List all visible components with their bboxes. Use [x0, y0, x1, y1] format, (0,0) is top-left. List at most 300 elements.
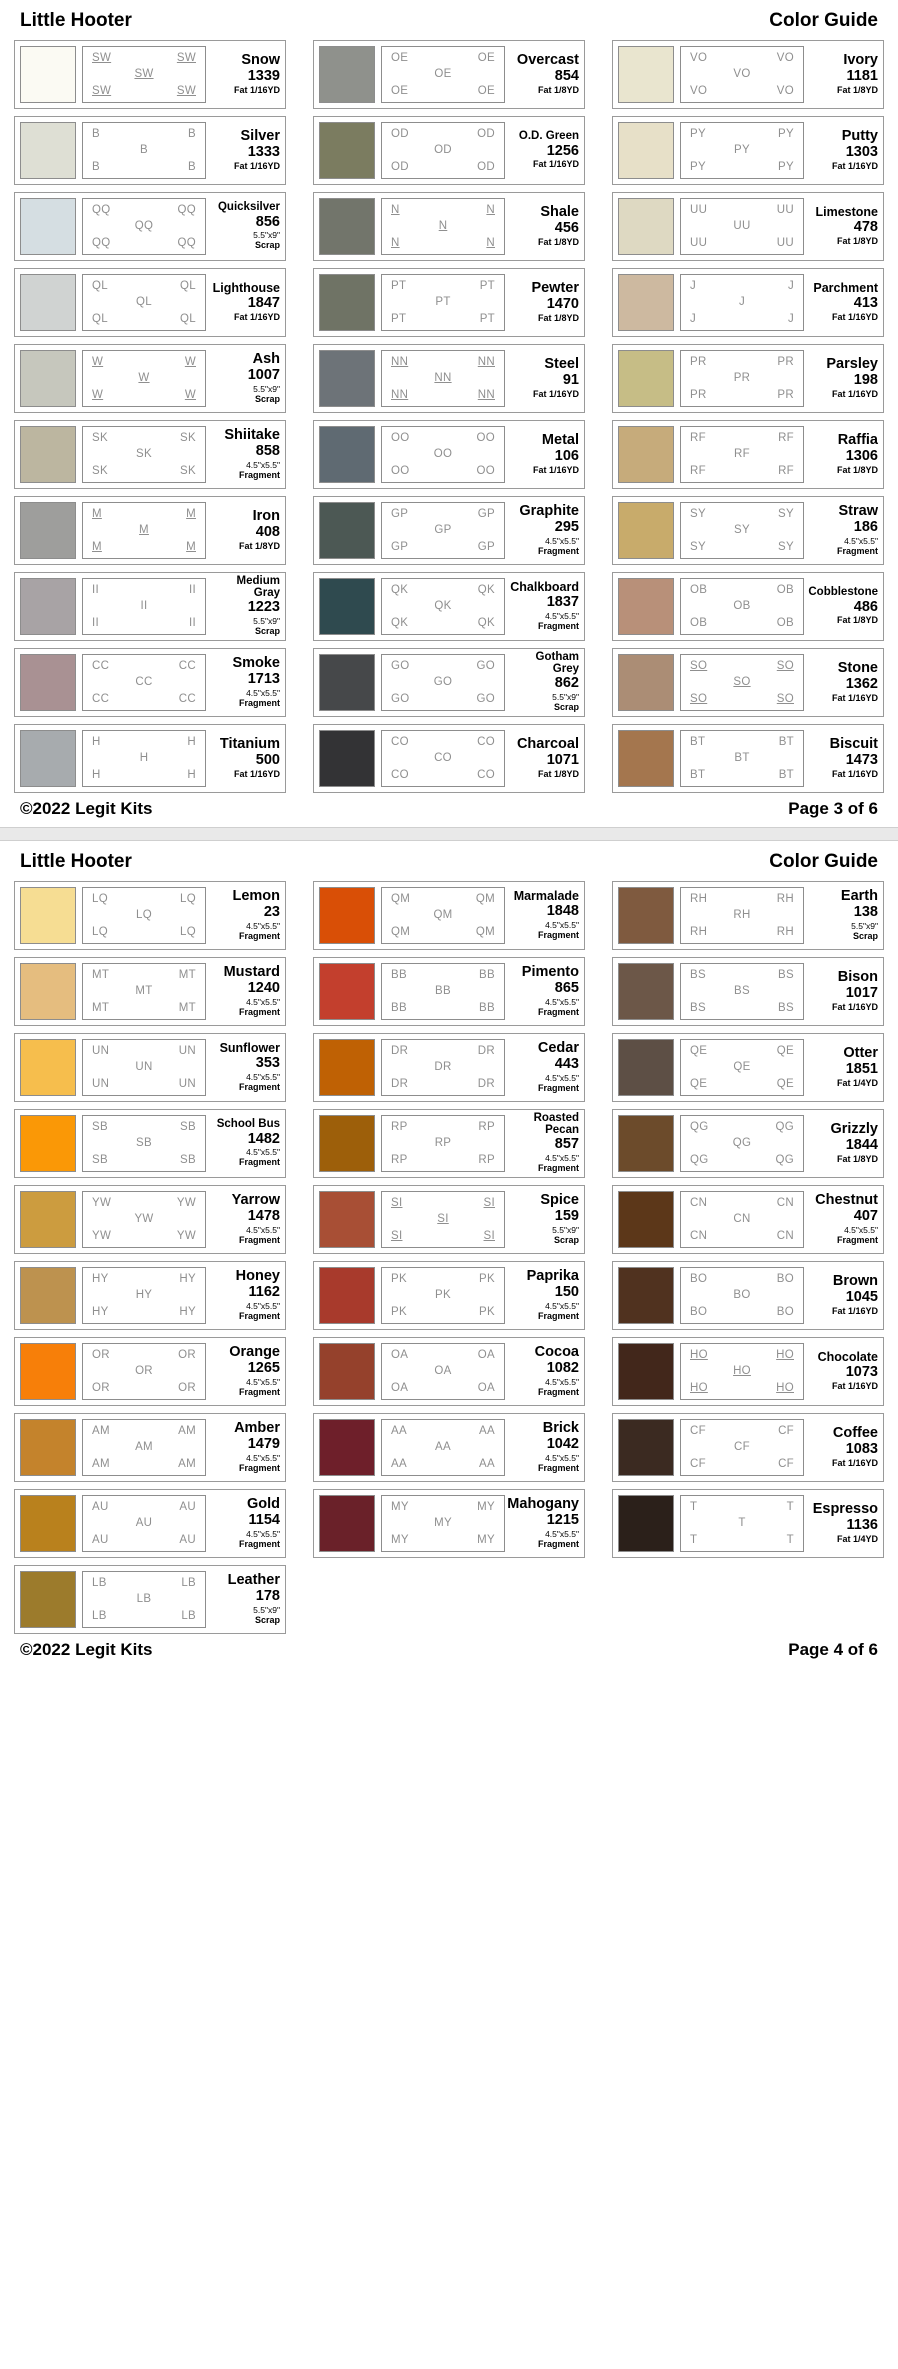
letter-row: BO	[733, 1289, 751, 1302]
letter-row: SB	[136, 1137, 152, 1150]
color-card	[14, 648, 286, 717]
color-meta	[804, 1419, 878, 1476]
letter-row: J J	[690, 280, 794, 293]
letter-row: RF	[734, 448, 750, 461]
guide-page	[0, 0, 898, 827]
letter-row: NN NN	[391, 388, 495, 401]
color-swatch	[20, 1267, 76, 1324]
cut-type: Fat 1/8YD	[836, 1153, 878, 1164]
color-card	[14, 1109, 286, 1178]
page-number: Page 3 of 6	[788, 799, 878, 818]
color-card	[612, 1109, 884, 1178]
color-swatch	[319, 1191, 375, 1248]
fabric-letter-grid	[82, 1419, 206, 1476]
color-swatch	[618, 963, 674, 1020]
cut-type: Fat 1/8YD	[537, 84, 579, 95]
letter-row: SY SY	[690, 540, 794, 553]
color-code: 106	[554, 448, 579, 465]
letter-row: AM AM	[92, 1425, 196, 1438]
letter-row: GP GP	[391, 508, 495, 521]
cut-size: 4.5"x5.5"	[545, 1376, 579, 1387]
cut-type: Fragment	[238, 930, 280, 941]
letter-row: PT PT	[391, 280, 495, 293]
letter-row: T T	[690, 1501, 794, 1514]
cut-type: Fat 1/8YD	[537, 768, 579, 779]
color-meta	[206, 1039, 280, 1096]
color-card	[14, 496, 286, 565]
letter-row: OA OA	[391, 1381, 495, 1394]
color-swatch	[319, 887, 375, 944]
cut-type: Fragment	[537, 929, 579, 940]
letter-row: RH	[733, 909, 751, 922]
letter-row: II II	[92, 584, 196, 597]
fabric-letter-grid	[680, 1039, 804, 1096]
letter-row: QL QL	[92, 280, 196, 293]
color-card	[14, 1337, 286, 1406]
letter-row: BT BT	[690, 768, 794, 781]
letter-row: OA OA	[391, 1349, 495, 1362]
fabric-letter-grid	[680, 654, 804, 711]
fabric-letter-grid	[381, 350, 505, 407]
letter-row: QK	[434, 600, 452, 613]
cut-type: Fragment	[238, 469, 280, 480]
fabric-letter-grid	[381, 426, 505, 483]
fabric-letter-grid	[381, 654, 505, 711]
cut-type: Scrap	[553, 702, 579, 713]
letter-row: BT BT	[690, 736, 794, 749]
letter-row: CO	[434, 752, 452, 765]
letter-row: QK QK	[391, 616, 495, 629]
color-meta	[804, 963, 878, 1020]
color-meta	[804, 887, 878, 944]
color-card	[313, 116, 585, 185]
letter-row: CF	[734, 1441, 750, 1454]
letter-row: LB	[136, 1593, 152, 1606]
fabric-letter-grid	[680, 46, 804, 103]
color-card	[14, 268, 286, 337]
letter-row: BS BS	[690, 969, 794, 982]
letter-row: N N	[391, 204, 495, 217]
fabric-letter-grid	[82, 1115, 206, 1172]
letter-row: J	[738, 296, 746, 309]
cut-type: Fragment	[836, 1234, 878, 1245]
cut-size: 4.5"x5.5"	[246, 920, 280, 931]
cut-size: 4.5"x5.5"	[844, 535, 878, 546]
letter-row: UN UN	[92, 1045, 196, 1058]
color-name: Bison	[837, 969, 878, 986]
color-name: School Bus	[216, 1117, 280, 1130]
color-card	[14, 1033, 286, 1102]
letter-row: CC CC	[92, 660, 196, 673]
letter-row: OB	[733, 600, 751, 613]
fabric-letter-grid	[82, 1191, 206, 1248]
color-name: Silver	[240, 128, 280, 145]
color-name: Quicksilver	[217, 200, 280, 213]
color-code: 857	[554, 1136, 579, 1153]
color-card	[313, 1185, 585, 1254]
fabric-letter-grid	[680, 1343, 804, 1400]
cut-type: Fragment	[537, 1163, 579, 1174]
color-swatch	[20, 1039, 76, 1096]
page-number: Page 4 of 6	[788, 1640, 878, 1659]
cut-size: 4.5"x5.5"	[545, 996, 579, 1007]
color-code: 1848	[546, 903, 579, 920]
color-card	[313, 957, 585, 1026]
cut-size: 4.5"x5.5"	[545, 1528, 579, 1539]
color-swatch	[618, 730, 674, 787]
letter-row: YW YW	[92, 1229, 196, 1242]
letter-row: HO	[733, 1365, 751, 1378]
color-code: 1844	[845, 1137, 878, 1154]
letter-row: SK	[136, 448, 152, 461]
color-swatch	[618, 1495, 674, 1552]
cut-type: Fat 1/16YD	[233, 311, 280, 322]
letter-row: CC CC	[92, 692, 196, 705]
color-meta	[505, 578, 579, 635]
letter-row: BT	[734, 752, 750, 765]
color-code: 23	[263, 904, 280, 921]
letter-row: HY HY	[92, 1305, 196, 1318]
color-code: 456	[554, 220, 579, 237]
page-header	[14, 8, 884, 40]
cut-type: Fat 1/4YD	[836, 1533, 878, 1544]
color-name: Metal	[541, 432, 579, 449]
color-meta	[804, 1267, 878, 1324]
cut-type: Fat 1/8YD	[537, 312, 579, 323]
cut-size: 4.5"x5.5"	[246, 1224, 280, 1235]
fabric-letter-grid	[82, 1039, 206, 1096]
color-meta	[206, 730, 280, 787]
letter-row: AA AA	[391, 1457, 495, 1470]
color-card	[612, 1185, 884, 1254]
page-footer	[14, 1634, 884, 1662]
color-name: Otter	[843, 1045, 878, 1062]
fabric-letter-grid	[381, 1191, 505, 1248]
color-code: 443	[554, 1056, 579, 1073]
color-meta	[206, 426, 280, 483]
fabric-letter-grid	[82, 198, 206, 255]
color-name: Cocoa	[534, 1344, 579, 1361]
fabric-letter-grid	[680, 1191, 804, 1248]
cut-type: Fat 1/4YD	[836, 1077, 878, 1088]
color-card	[612, 648, 884, 717]
color-name: Biscuit	[829, 736, 878, 753]
letter-row: YW YW	[92, 1197, 196, 1210]
letter-row: MY	[434, 1517, 452, 1530]
letter-row: QE QE	[690, 1077, 794, 1090]
letter-row: GO GO	[391, 692, 495, 705]
color-card	[612, 1033, 884, 1102]
color-column	[313, 40, 585, 793]
color-meta	[206, 350, 280, 407]
letter-row: T T	[690, 1533, 794, 1546]
cut-type: Fat 1/16YD	[233, 160, 280, 171]
color-code: 1851	[845, 1061, 878, 1078]
color-swatch	[20, 198, 76, 255]
color-swatch	[20, 730, 76, 787]
cut-size: 4.5"x5.5"	[246, 996, 280, 1007]
letter-row: OA	[434, 1365, 452, 1378]
cut-type: Scrap	[254, 626, 280, 637]
letter-row: CN CN	[690, 1229, 794, 1242]
color-swatch	[319, 1419, 375, 1476]
color-card	[612, 192, 884, 261]
letter-row: QG QG	[690, 1153, 794, 1166]
color-name: Pimento	[521, 964, 579, 981]
color-name: Earth	[840, 888, 878, 905]
color-card	[612, 496, 884, 565]
color-swatch	[319, 1343, 375, 1400]
letter-row: M	[139, 524, 149, 537]
letter-row: OR	[135, 1365, 153, 1378]
color-code: 1303	[845, 144, 878, 161]
cut-type: Fragment	[238, 1538, 280, 1549]
letter-row: OB OB	[690, 616, 794, 629]
color-swatch	[319, 963, 375, 1020]
cut-type: Fat 1/16YD	[233, 768, 280, 779]
color-swatch	[618, 350, 674, 407]
cut-type: Fragment	[836, 545, 878, 556]
cut-type: Fragment	[537, 1538, 579, 1549]
color-name: Lemon	[232, 888, 280, 905]
letter-row: GP GP	[391, 540, 495, 553]
color-meta	[505, 122, 579, 179]
letter-row: W W	[92, 388, 196, 401]
cut-size: 4.5"x5.5"	[246, 1300, 280, 1311]
letter-row: MT MT	[92, 1001, 196, 1014]
fabric-letter-grid	[680, 730, 804, 787]
fabric-letter-grid	[680, 426, 804, 483]
color-code: 1265	[247, 1360, 280, 1377]
color-meta	[206, 574, 280, 637]
letter-row: PK PK	[391, 1273, 495, 1286]
cut-type: Fat 1/16YD	[233, 84, 280, 95]
color-code: 1154	[248, 1512, 280, 1529]
fabric-letter-grid	[680, 122, 804, 179]
color-name: Ivory	[843, 52, 878, 69]
fabric-letter-grid	[680, 350, 804, 407]
color-card	[313, 881, 585, 950]
color-meta	[505, 502, 579, 559]
color-meta	[804, 730, 878, 787]
letter-row: BB BB	[391, 1001, 495, 1014]
letter-row: GO GO	[391, 660, 495, 673]
color-name: Gold	[246, 1496, 280, 1513]
cut-type: Fat 1/16YD	[831, 1380, 878, 1391]
cut-size: 4.5"x5.5"	[545, 535, 579, 546]
color-code: 1837	[546, 594, 579, 611]
fabric-letter-grid	[82, 963, 206, 1020]
color-meta	[804, 122, 878, 179]
fabric-letter-grid	[381, 730, 505, 787]
color-swatch	[319, 654, 375, 711]
letter-row: N	[438, 220, 448, 233]
color-code: 1306	[845, 448, 878, 465]
color-meta	[804, 1039, 878, 1096]
color-name: Smoke	[232, 655, 280, 672]
color-meta	[206, 46, 280, 103]
letter-row: NN NN	[391, 356, 495, 369]
color-meta	[505, 274, 579, 331]
color-column	[612, 881, 884, 1634]
color-card	[612, 420, 884, 489]
letter-row: HY	[135, 1289, 153, 1302]
letter-row: OO	[433, 448, 453, 461]
cut-size: 5.5"x9"	[253, 616, 280, 627]
cut-size: 5.5"x9"	[253, 230, 280, 241]
letter-row: GP	[434, 524, 452, 537]
cut-size: 5.5"x9"	[552, 692, 579, 703]
color-code: 854	[554, 68, 579, 85]
color-card	[612, 881, 884, 950]
letter-row: SY	[734, 524, 750, 537]
letter-row: OD	[434, 144, 452, 157]
color-swatch	[618, 198, 674, 255]
color-code: 1083	[845, 1441, 878, 1458]
color-meta	[206, 1571, 280, 1628]
color-swatch	[319, 1115, 375, 1172]
color-swatch	[20, 654, 76, 711]
page-footer	[14, 793, 884, 821]
color-card	[313, 1337, 585, 1406]
fabric-letter-grid	[82, 122, 206, 179]
letter-row: OR OR	[92, 1381, 196, 1394]
color-name: Raffia	[837, 432, 878, 449]
cut-type: Fat 1/16YD	[831, 692, 878, 703]
letter-row: AU	[135, 1517, 153, 1530]
color-meta	[505, 1343, 579, 1400]
cut-size: 5.5"x9"	[253, 1604, 280, 1615]
letter-row: PT PT	[391, 312, 495, 325]
letter-row: BB	[435, 985, 451, 998]
letter-row: UU	[733, 220, 751, 233]
cut-type: Fragment	[537, 620, 579, 631]
color-name: Cedar	[537, 1040, 579, 1057]
color-swatch	[20, 1343, 76, 1400]
cut-type: Fat 1/8YD	[836, 464, 878, 475]
letter-row: BO BO	[690, 1273, 794, 1286]
cut-type: Fragment	[537, 1462, 579, 1473]
color-name: Charcoal	[516, 736, 579, 753]
color-name: Mahogany	[507, 1496, 579, 1513]
color-code: 295	[554, 519, 579, 536]
fabric-letter-grid	[82, 1343, 206, 1400]
fabric-letter-grid	[82, 887, 206, 944]
color-swatch	[319, 730, 375, 787]
fabric-letter-grid	[680, 1267, 804, 1324]
color-columns	[14, 881, 884, 1634]
cut-type: Fragment	[238, 1081, 280, 1092]
color-code: 1847	[247, 295, 280, 312]
color-meta	[206, 198, 280, 255]
letter-row: SW SW	[92, 52, 196, 65]
color-card	[313, 724, 585, 793]
color-code: 1017	[845, 985, 878, 1002]
letter-row: UU UU	[690, 236, 794, 249]
page-header	[14, 849, 884, 881]
color-name: Limestone	[815, 205, 878, 220]
letter-row: LQ LQ	[92, 925, 196, 938]
color-meta	[804, 274, 878, 331]
cut-type: Fat 1/16YD	[831, 1457, 878, 1468]
letter-row: RH RH	[690, 925, 794, 938]
letter-row: DR	[434, 1061, 452, 1074]
color-meta	[505, 46, 579, 103]
color-meta	[804, 654, 878, 711]
letter-row: H H	[92, 736, 196, 749]
letter-row: MT	[135, 985, 153, 998]
color-name: Coffee	[832, 1425, 878, 1442]
color-meta	[206, 1191, 280, 1248]
color-card	[313, 192, 585, 261]
color-name: Overcast	[516, 52, 579, 69]
color-name: Orange	[229, 1344, 280, 1361]
color-name: Titanium	[219, 736, 280, 753]
color-code: 138	[853, 904, 878, 921]
cut-size: 4.5"x5.5"	[545, 919, 579, 930]
pattern-title: Little Hooter	[20, 10, 132, 31]
color-card	[612, 957, 884, 1026]
color-code: 1223	[247, 599, 280, 616]
letter-row: CF CF	[690, 1457, 794, 1470]
fabric-letter-grid	[381, 122, 505, 179]
fabric-letter-grid	[381, 963, 505, 1020]
color-name: Brown	[832, 1273, 878, 1290]
color-card	[612, 116, 884, 185]
cut-type: Fat 1/8YD	[836, 615, 878, 626]
color-card	[14, 344, 286, 413]
color-meta	[804, 502, 878, 559]
letter-row: SY SY	[690, 508, 794, 521]
letter-row: SO SO	[690, 660, 794, 673]
color-card	[14, 192, 286, 261]
color-meta	[505, 350, 579, 407]
letter-row: SI SI	[391, 1229, 495, 1242]
color-meta	[505, 1419, 579, 1476]
color-name: Paprika	[526, 1268, 579, 1285]
color-meta	[505, 650, 579, 713]
color-card	[313, 40, 585, 109]
color-meta	[505, 963, 579, 1020]
letter-row: QM	[433, 909, 453, 922]
color-meta	[804, 578, 878, 635]
guide-title: Color Guide	[769, 851, 878, 872]
fabric-letter-grid	[82, 426, 206, 483]
color-swatch	[20, 1571, 76, 1628]
letter-row: CN	[733, 1213, 751, 1226]
color-name: Graphite	[519, 503, 579, 520]
color-code: 1136	[846, 1517, 878, 1534]
letter-row: PR	[733, 372, 751, 385]
letter-row: OE OE	[391, 52, 495, 65]
color-code: 159	[554, 1208, 579, 1225]
color-card	[14, 724, 286, 793]
letter-row: AU AU	[92, 1533, 196, 1546]
color-code: 1482	[247, 1130, 280, 1147]
color-meta	[206, 887, 280, 944]
cut-type: Fragment	[537, 1082, 579, 1093]
color-swatch	[618, 578, 674, 635]
color-meta	[206, 1419, 280, 1476]
letter-row: DR DR	[391, 1045, 495, 1058]
color-code: 1073	[845, 1364, 878, 1381]
letter-row: HY HY	[92, 1273, 196, 1286]
cut-size: 4.5"x5.5"	[545, 1452, 579, 1463]
letter-row: SK SK	[92, 432, 196, 445]
letter-row: CF CF	[690, 1425, 794, 1438]
letter-row: T	[738, 1517, 746, 1530]
letter-row: RH RH	[690, 893, 794, 906]
